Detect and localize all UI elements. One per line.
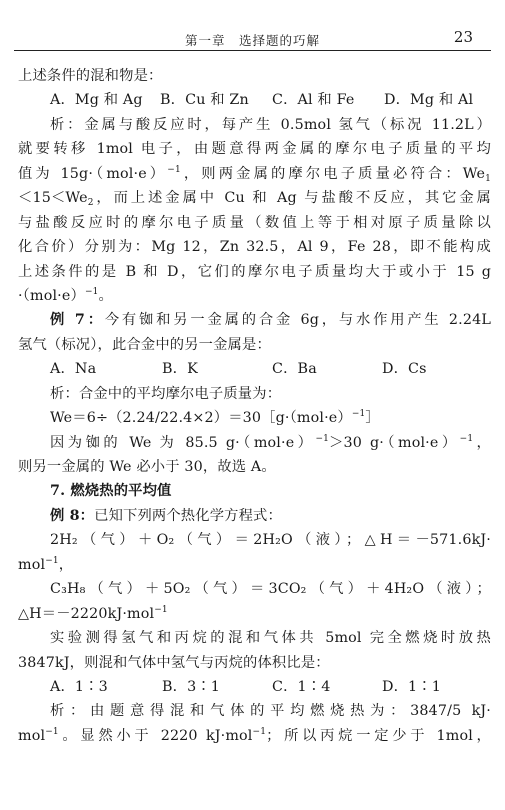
text-line: 上述条件的混和物是： bbox=[18, 68, 163, 84]
text-line: 与盐酸反应时的摩尔电子质量（数值上等于相对原子质量除以 bbox=[18, 214, 491, 231]
text-line: mol$^{-1}$。显然小于 2220 kJ·mol$^{-1}$；所以丙烷一定少于 1mol， bbox=[18, 726, 491, 744]
answer-options bbox=[18, 675, 491, 699]
option-d: D．Cs bbox=[382, 361, 427, 378]
running-title: 第一章 选择题的巧解 bbox=[184, 33, 320, 48]
option-b: B．Cu 和 Zn bbox=[160, 92, 249, 109]
option-a: A．1∶3 bbox=[50, 678, 108, 695]
equation-line: mol$^{-1}$， bbox=[18, 555, 74, 573]
option-d: D．Mg 和 Al bbox=[384, 92, 474, 109]
text-line: 析：金属与酸反应时，每产生 0.5mol 氢气（标况 11.2L） bbox=[50, 116, 491, 133]
text-line: 因为铷的 We 为 85.5 $g\cdot(mol\cdot e)^{-1}>30$ $g\cdot(mol\cdot e)^{-1}$， bbox=[50, 433, 491, 451]
page-body bbox=[18, 64, 491, 748]
text-line: 实验测得氢气和丙烷的混和气体共 5mol 完全燃烧时放热 bbox=[50, 630, 491, 647]
answer-options bbox=[18, 357, 491, 381]
text-line: 例 7：今有铷和另一金属的合金 6g，与水作用产生 2.24L bbox=[50, 312, 491, 329]
text-line: $<15<We_2$，而上述金属中 Cu 和 Ag 与盐酸不反应，其它金属 bbox=[18, 190, 491, 209]
text-line: 氢气（标况），此合金中的另一金属是： bbox=[18, 336, 271, 353]
text-line: 析：合金中的平均摩尔电子质量为： bbox=[50, 385, 282, 402]
text-line: 上述条件的是 B 和 D，它们的摩尔电子质量均大于或小于 15 g bbox=[18, 263, 491, 280]
page-number: 23 bbox=[453, 28, 473, 46]
equation-line: C₃H₈（气）＋5O₂（气）＝3CO₂（气）＋4H₂O（液）； bbox=[50, 581, 491, 598]
option-c: C．Ba bbox=[272, 361, 317, 378]
option-b: B．K bbox=[162, 361, 198, 378]
option-a: A．Mg 和 Ag bbox=[50, 92, 143, 109]
option-c: C．1∶4 bbox=[272, 678, 331, 695]
example-label: 例 7： bbox=[50, 312, 105, 329]
text-line: 则另一金属的 We 必小于 30，故选 A。 bbox=[18, 459, 276, 475]
example-label: 例 8： bbox=[50, 507, 95, 524]
option-a: A．Na bbox=[50, 361, 97, 378]
text-line: 例 8：已知下列两个热化学方程式： bbox=[50, 507, 282, 524]
text-line: 化合价）分别为：Mg 12，Zn 32.5，Al 9，Fe 28，即不能构成 bbox=[18, 239, 491, 256]
equation-line: $We=6\div(2.24/22.4\times 2)=30[g\cdot(mol\cdot e)^{-1}]$ bbox=[50, 409, 380, 427]
text-line: 析：由题意得混和气体的平均燃烧热为：3847/5 kJ· bbox=[50, 703, 491, 720]
answer-options bbox=[18, 88, 491, 112]
equation-line: △H＝－2220kJ·mol$^{-1}$ bbox=[18, 604, 168, 622]
text-line: 3847kJ，则混和气体中氢气与丙烷的体积比是： bbox=[18, 654, 330, 671]
page-header bbox=[14, 28, 491, 51]
text-line: 就要转移 1mol 电子，由题意得两金属的摩尔电子质量的平均 bbox=[18, 141, 491, 158]
text-line: 值为 $15g\cdot(mol\cdot e)^{-1}$，则两金属的摩尔电子质量必符合：$We_1$ bbox=[18, 164, 491, 184]
text-line: $\cdot(mol\cdot e)^{-1}$。 bbox=[18, 286, 113, 304]
option-c: C．Al 和 Fe bbox=[272, 92, 355, 109]
section-heading: 7. 燃烧热的平均值 bbox=[50, 483, 172, 500]
option-d: D．1∶1 bbox=[382, 678, 441, 695]
equation-line: 2H₂（气）＋O₂（气）＝2H₂O（液）；△H＝－571.6kJ· bbox=[50, 532, 491, 549]
option-b: B．3∶1 bbox=[162, 678, 221, 695]
